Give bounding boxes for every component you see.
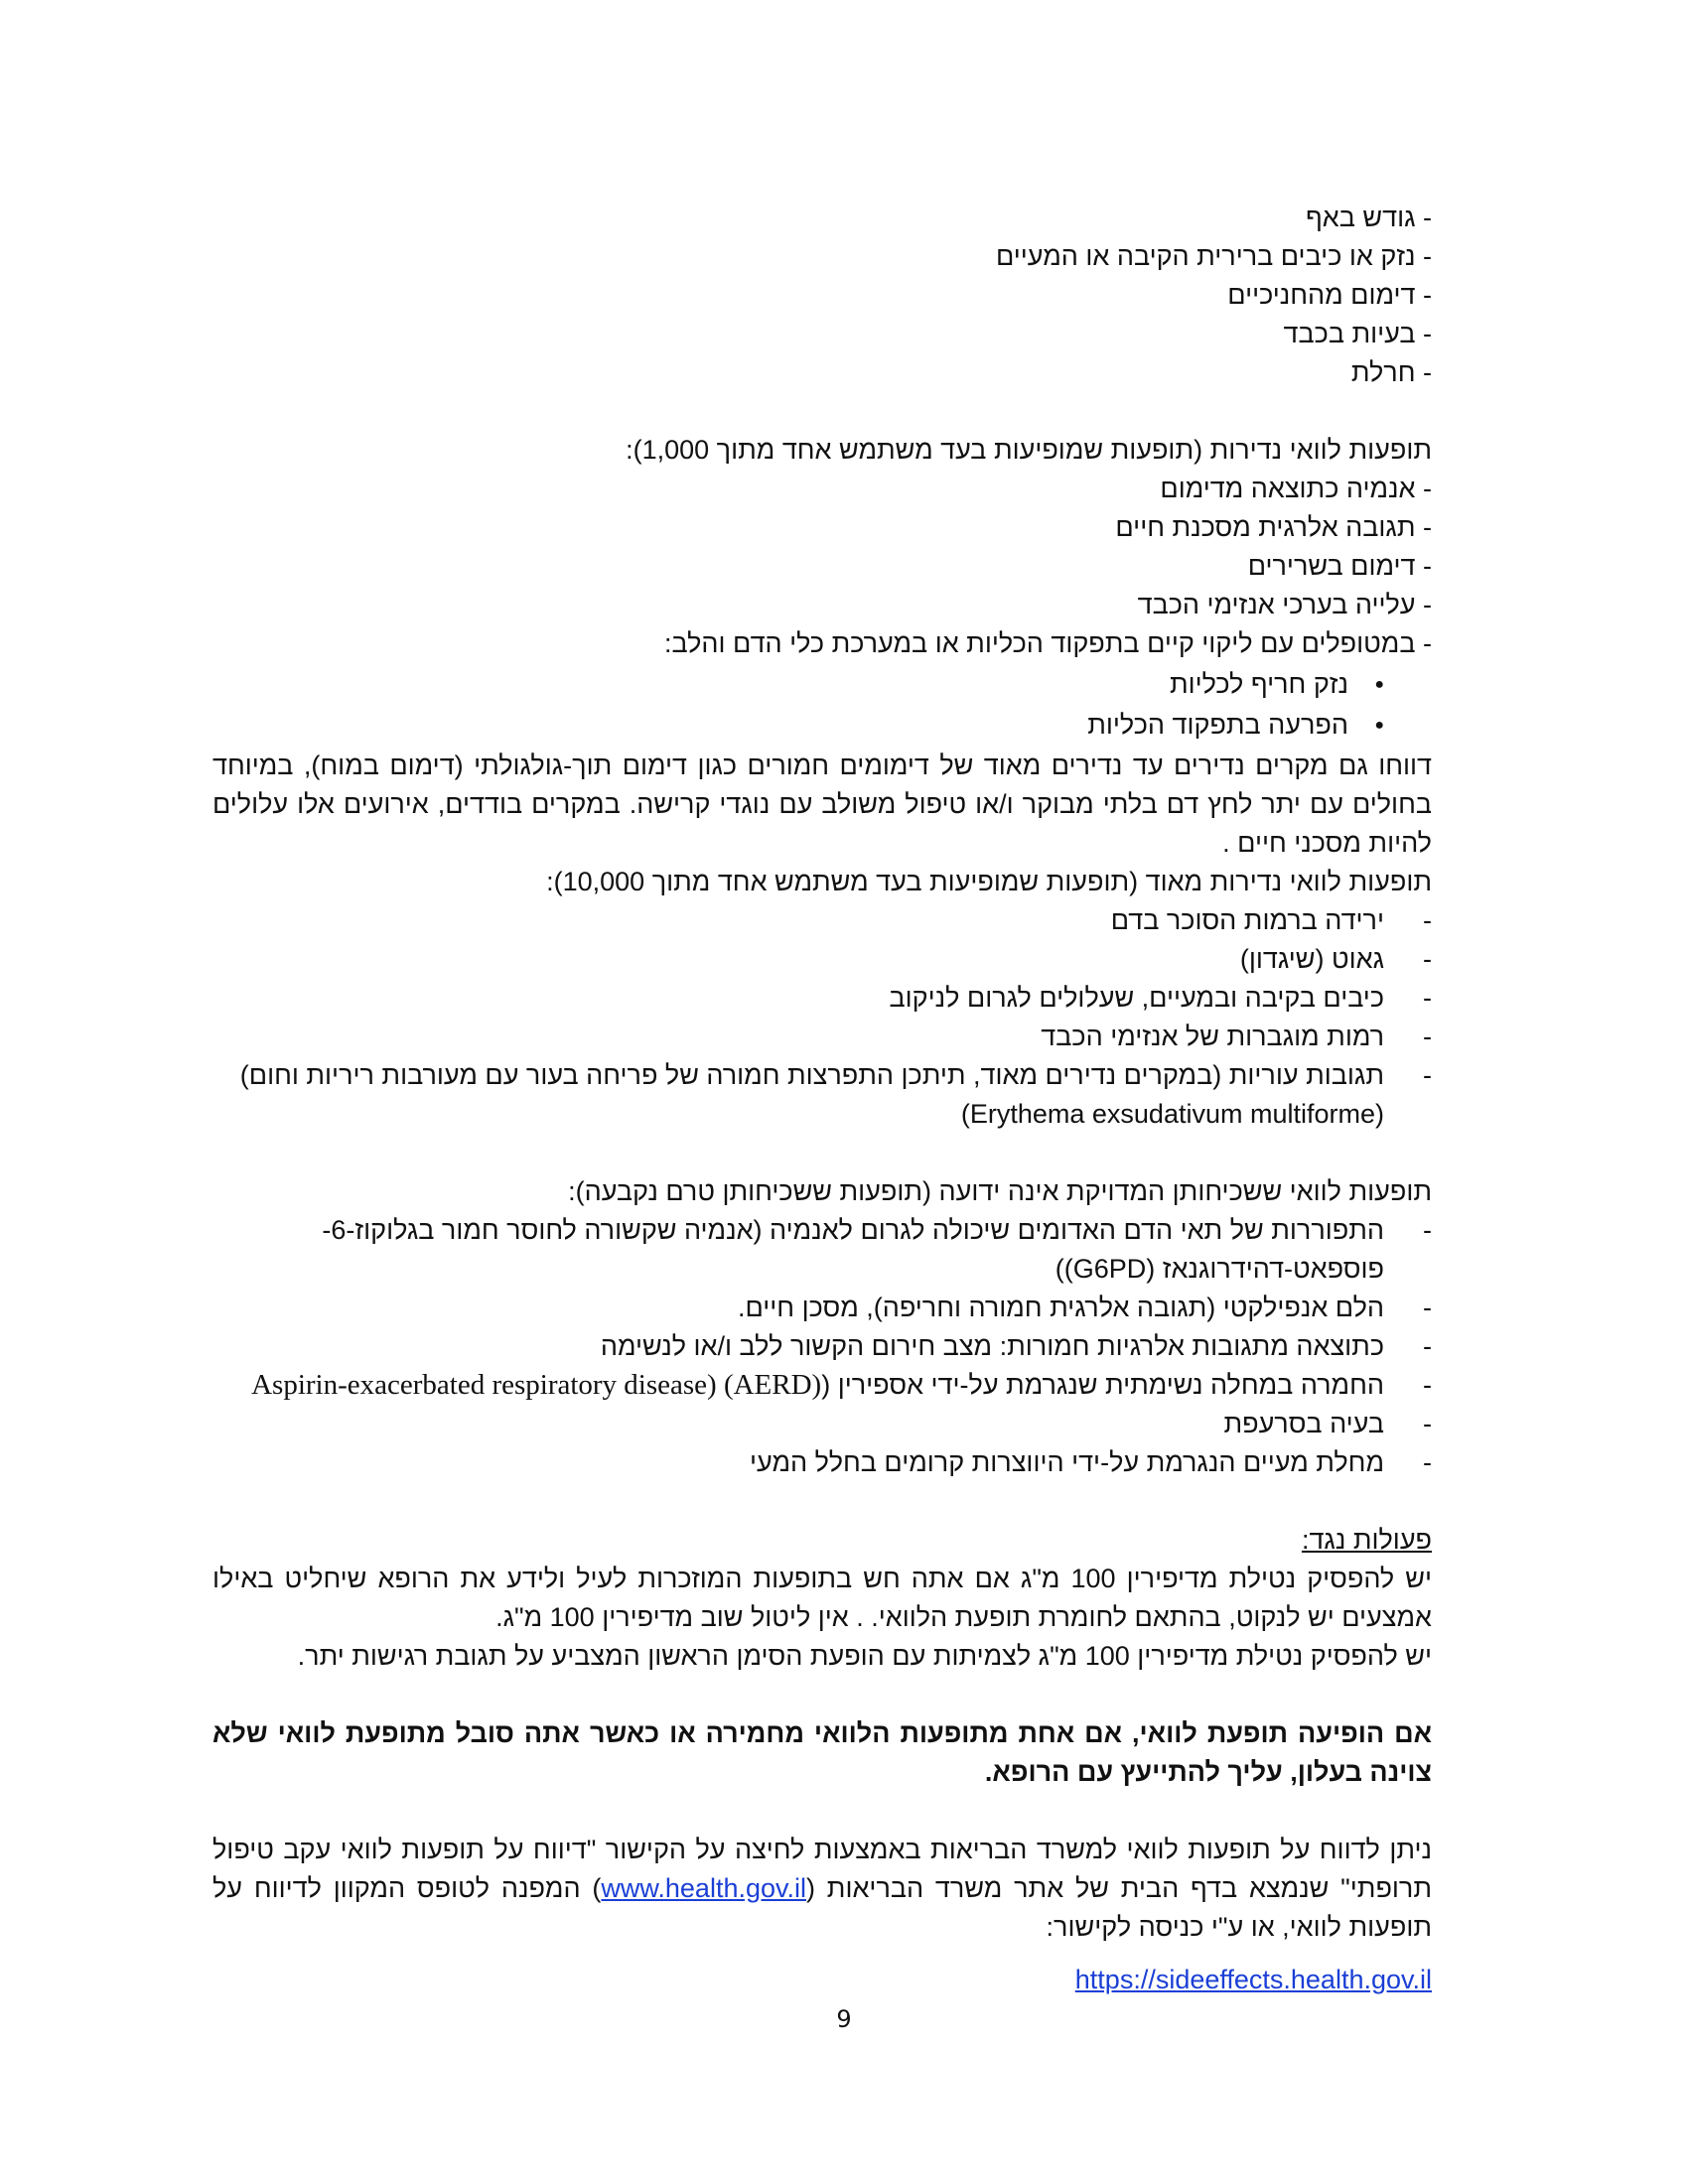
rare-side-effects-list [212,470,1432,663]
list-item: - תגובות עוריות (במקרים נדירים מאוד, תיתכן התפרצות חמורה של פריחה בעור עם מעורבות ריריות וחום) (Erythema exsudativum multiforme) [212,1056,1432,1134]
list-item: - ירידה ברמות הסוכר בדם [212,901,1432,940]
consult-doctor-warning: אם הופיעה תופעת לוואי, אם אחת מתופעות הלוואי מחמירה או כאשר אתה סובל מתופעת לוואי שלא צוינה בעלון, עליך להתייעץ עם הרופא. [212,1718,1432,1787]
list-item: - תגובה אלרגית מסכנת חיים [212,508,1432,547]
list-item: - בעיה בסרעפת [212,1405,1432,1443]
list-item: - גודש באף [212,199,1432,237]
very-rare-side-effects-list [212,901,1432,1134]
sideeffects-report-link[interactable]: https://sideeffects.health.gov.il [1074,1965,1432,1994]
actions-paragraph-1: יש להפסיק נטילת מדיפירין 100 מ"ג אם אתה חש בתופעות המוזכרות לעיל ולידע את הרופא שיחליט באילו אמצעים יש לנקוט, בהתאם לחומרת תופעת הלוואי. . אין ליטול שוב מדיפירין 100 מ"ג. [212,1564,1433,1632]
rare-paragraph: דווחו גם מקרים נדירים עד נדירים מאוד של דימומים חמורים כגון דימום תוך-גולגולתי (דימום במוח), במיוחד בחולים עם יתר לחץ דם בלתי מבוקר ו/או טיפול משולב עם נוגדי קרישה. במקרים בודדים, אירועים אלו עלולים להיות מסכני חיים . [212,751,1432,858]
kidney-sub-list [212,665,1432,745]
list-item: - אנמיה כתוצאה מדימום [212,470,1432,508]
list-item: - כיבים בקיבה ובמעיים, שעלולים לגרום לניקוב [212,979,1432,1018]
document-page [212,199,1432,1999]
list-item: - דימום מהחניכיים [212,276,1432,315]
list-item: - בעיות בכבד [212,315,1432,353]
list-item: - עלייה בערכי אנזימי הכבד [212,586,1432,624]
actions-heading: פעולות נגד: [1301,1525,1432,1555]
report-paragraph: ניתן לדווח על תופעות לוואי למשרד הבריאות באמצעות לחיצה על הקישור "דיווח על תופעות לוואי עקב טיפול תרופתי" שנמצא בדף הבית של אתר משרד הבריאות (www.health.gov.il) המפנה לטופס המקוון לדיווח על תופעות לוואי, או ע"י כניסה לקישור: [212,1835,1432,1942]
report-link-line [212,1961,1432,1999]
list-item: ● נזק חריף לכליות [212,665,1432,704]
list-item: - חרלת [212,353,1432,392]
list-item: - במטופלים עם ליקוי קיים בתפקוד הכליות או במערכת כלי הדם והלב: [212,624,1432,663]
unknown-frequency-heading: תופעות לוואי ששכיחותן המדויקת אינה ידועה (תופעות ששכיחותן טרם נקבעה): [568,1176,1432,1206]
list-item: ● הפרעה בתפקוד הכליות [212,706,1432,745]
list-item: - דימום בשרירים [212,547,1432,586]
list-item: - התפוררות של תאי הדם האדומים שיכולה לגרום לאנמיה (אנמיה שקשורה לחוסר חמור בגלוקוז-6-פוספאט-דהידרוגנאז (G6PD)) [212,1211,1432,1289]
actions-paragraph-2: יש להפסיק נטילת מדיפירין 100 מ"ג לצמיתות עם הופעת הסימן הראשון המצביע על תגובת רגישות יתר. [297,1641,1432,1671]
list-item: - מחלת מעיים הנגרמת על-ידי היווצרות קרומים בחלל המעי [212,1443,1432,1482]
list-item: - הלם אנפילקטי (תגובה אלרגית חמורה וחריפה), מסכן חיים. [212,1289,1432,1327]
very-rare-heading: תופעות לוואי נדירות מאוד (תופעות שמופיעות בעד משתמש אחד מתוך 10,000): [546,867,1432,896]
list-item: - נזק או כיבים ברירית הקיבה או המעיים [212,237,1432,276]
health-gov-link[interactable]: www.health.gov.il [601,1873,806,1903]
list-item: - גאוט (שיגדון) [212,940,1432,979]
page-number: 9 [836,2005,852,2033]
list-item: - כתוצאה מתגובות אלרגיות חמורות: מצב חירום הקשור ללב ו/או לנשימה [212,1327,1432,1366]
aerd-english-term: Aspirin-exacerbated respiratory disease) (AERD) [251,1369,822,1401]
continued-side-effects-list [212,199,1432,392]
rare-heading: תופעות לוואי נדירות (תופעות שמופיעות בעד משתמש אחד מתוך 1,000): [626,435,1432,465]
list-item: - החמרה במחלה נשימתית שנגרמת על-ידי אספירין (Aspirin-exacerbated respiratory disease) (AERD) [212,1366,1432,1405]
list-item: - רמות מוגברות של אנזימי הכבד [212,1018,1432,1056]
unknown-frequency-list [212,1211,1432,1482]
